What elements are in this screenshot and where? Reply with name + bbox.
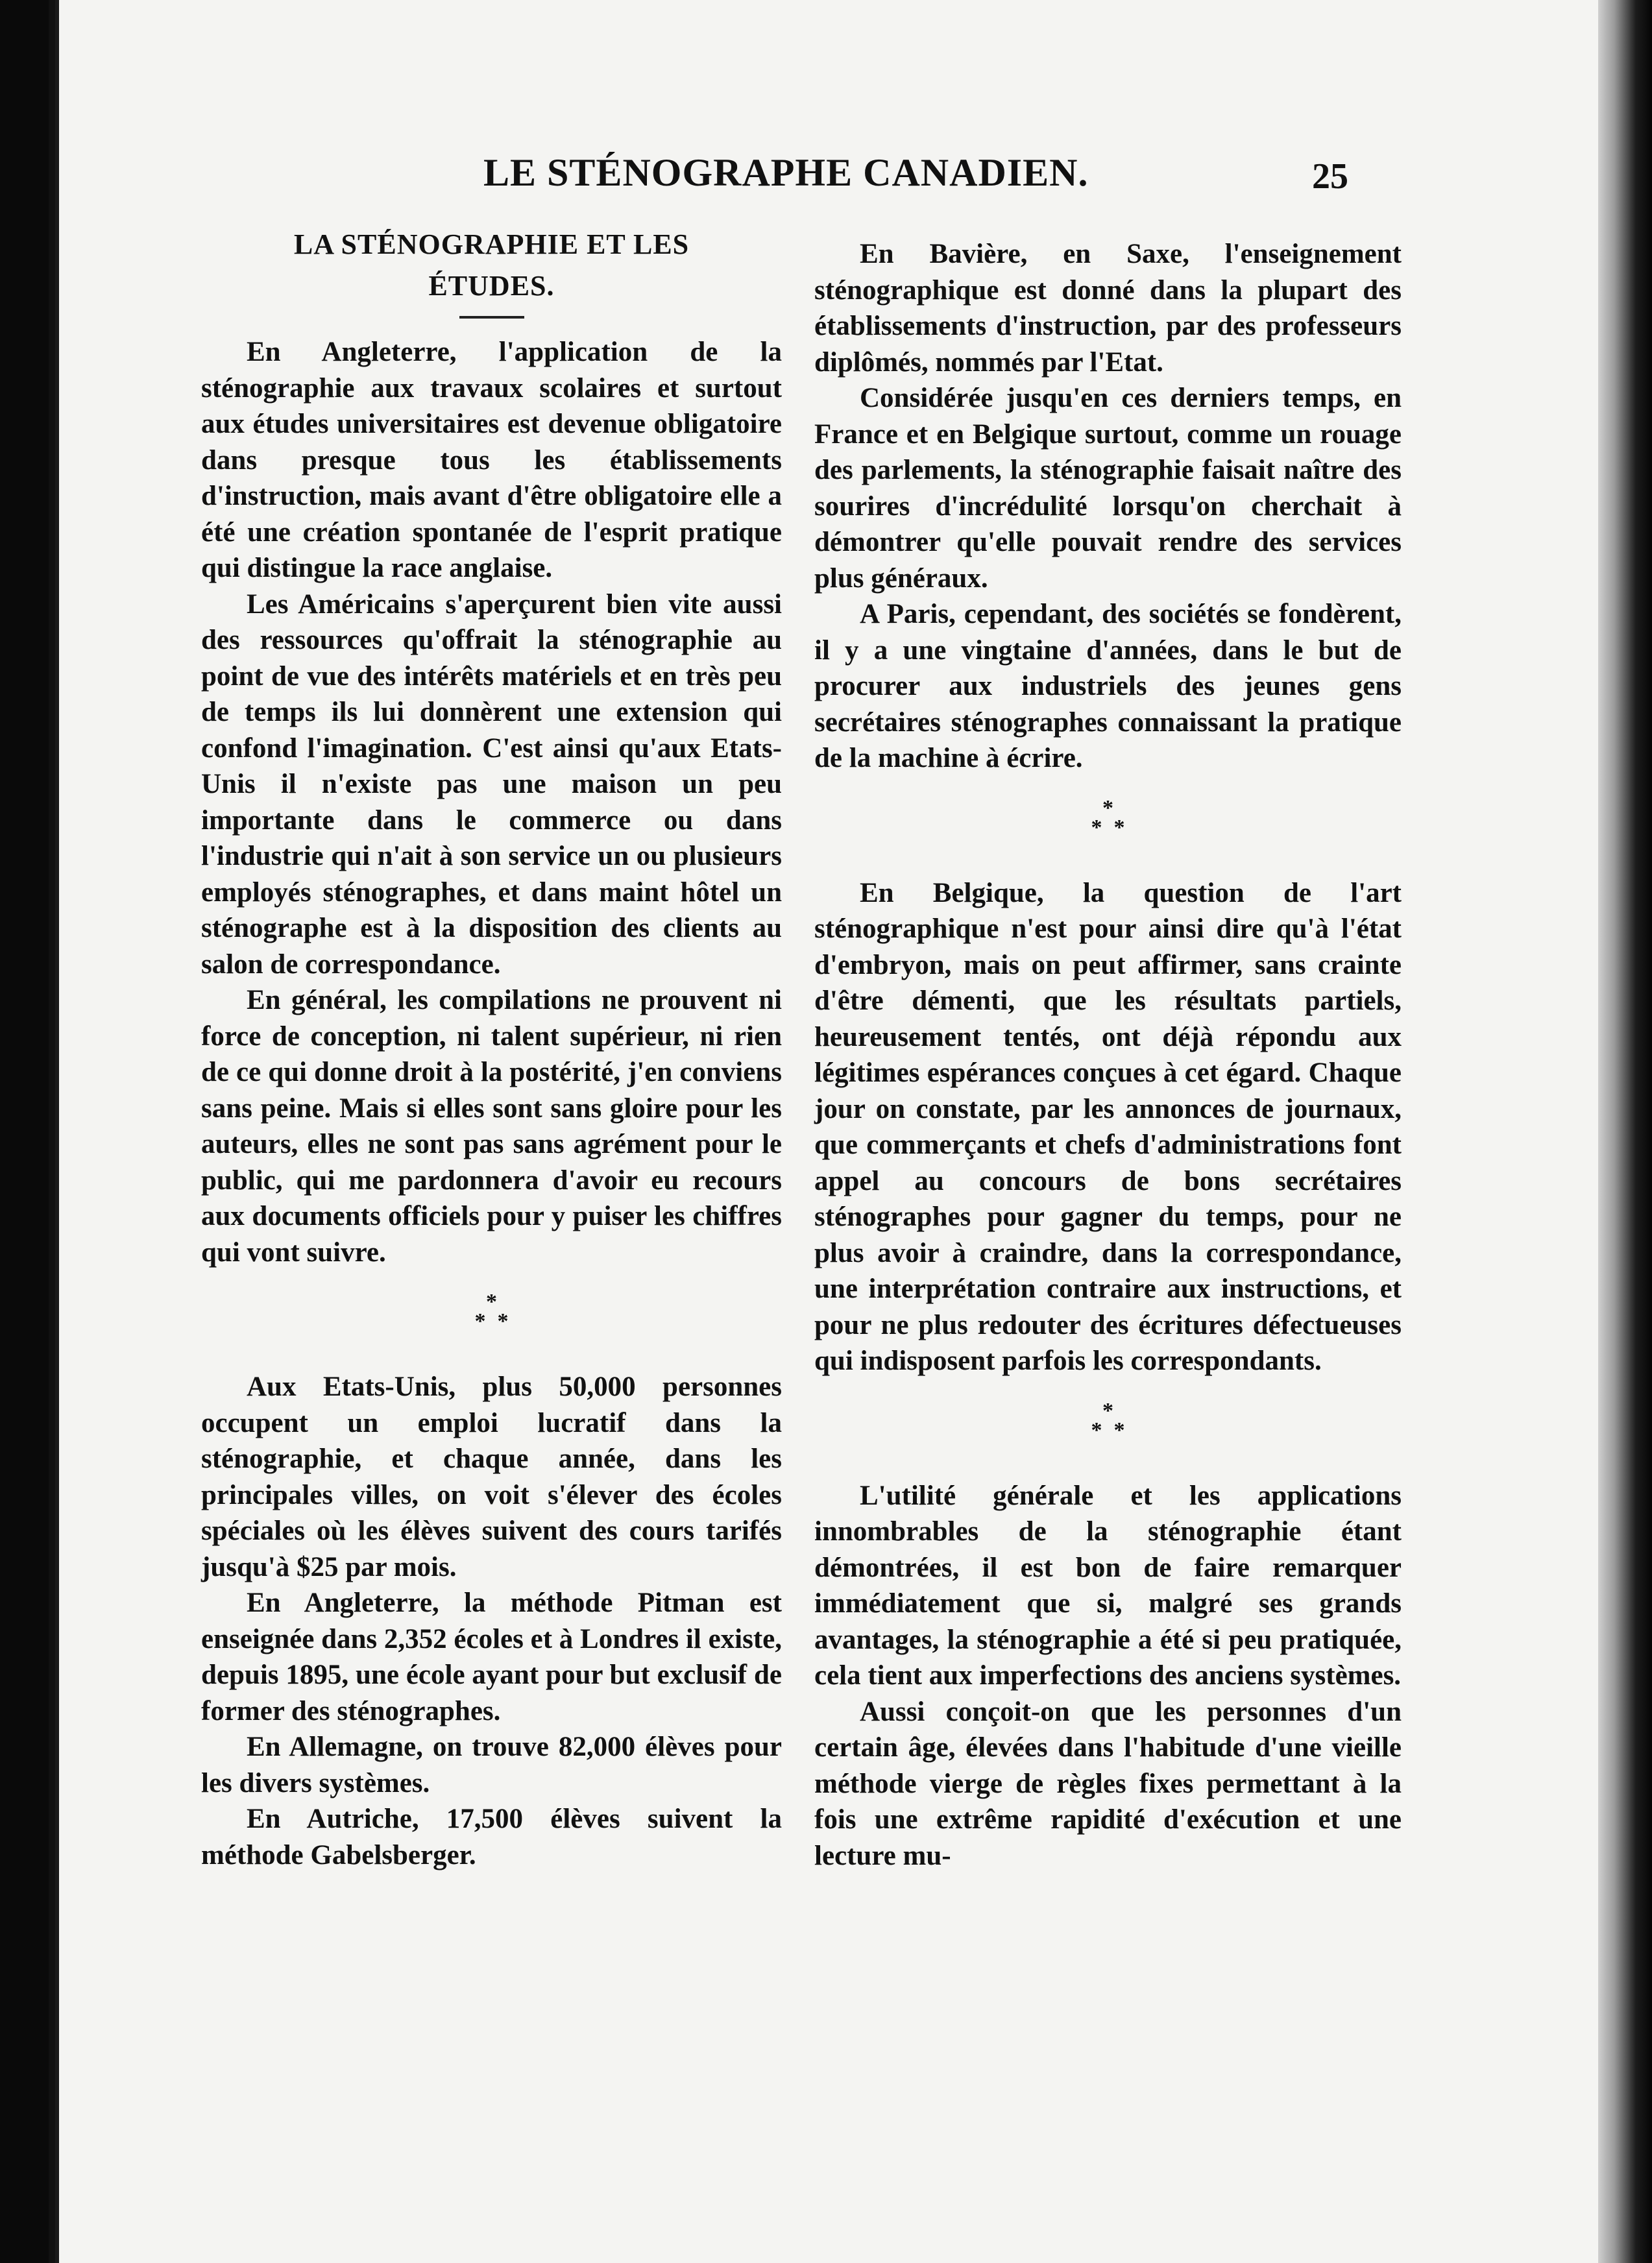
paragraph: Aux Etats-Unis, plus 50,000 personnes occupent un emploi lucratif dans la sténographie, et chaque année, dans les principales villes, on voit s'élever des écoles spéciales où les élèves suivent des cours tarifés jusqu'à $25 par mois. <box>201 1372 782 1582</box>
scan-right-edge <box>1598 0 1652 2263</box>
paragraph: En Angleterre, la méthode Pitman est enseignée dans 2,352 écoles et à Londres il existe, depuis 1895, une école ayant pour but exclusif de former des sténographes. <box>201 1588 782 1726</box>
paragraph: En Angleterre, l'application de la sténographie aux travaux scolaires et surtout aux études universitaires est devenue obligatoire dans presque tous les établissements d'instruction, mais avant d'être obligatoire elle a été une création spontanée de l'esprit pratique qui distingue la race anglaise. <box>201 337 782 583</box>
asterism-top: * <box>1102 795 1113 820</box>
paragraph: L'utilité générale et les applications innombrables de la sténographie étant démontrées, il est bon de faire remarquer immédiatement que si, malgré ses grands avantages, la sténographie a été si peu pratiquée, cela tient aux imperfections des anciens systèmes. <box>814 1480 1402 1691</box>
paragraph: Considérée jusqu'en ces derniers temps, en France et en Belgique surtout, comme un rouage des parlements, la sténographie faisait naître des sourires d'incrédulité lorsqu'on cherchait à démontrer qu'elle pouvait rendre des services plus généraux. <box>814 383 1402 594</box>
paragraph: Aussi conçoit-on que les personnes d'un certain âge, élevées dans l'habitude d'une vieille méthode vierge de règles fixes permettant à la fois une extrême rapidité d'exécution et une lecture mu- <box>814 1696 1402 1871</box>
right-column <box>814 236 1402 1874</box>
paragraph: En Autriche, 17,500 élèves suivent la méthode Gabelsberger. <box>201 1804 782 1870</box>
asterism-separator <box>201 1292 782 1331</box>
asterism-top: * <box>486 1290 497 1314</box>
asterism-separator <box>814 1398 1402 1442</box>
running-title: LE STÉNOGRAPHE CANADIEN. <box>483 151 1089 194</box>
page-number: 25 <box>1312 156 1348 197</box>
paragraph: A Paris, cependant, des sociétés se fondèrent, il y a une vingtaine d'années, dans le but de procurer aux industriels des jeunes gens secrétaires sténographes connaissant la pratique de la machine à écrire. <box>814 599 1402 773</box>
paragraph: En Bavière, en Saxe, l'enseignement sténographique est donné dans la plupart des établissements d'instruction, par des professeurs diplômés, nommés par l'Etat. <box>814 239 1402 378</box>
asterism-top: * <box>1102 1398 1113 1423</box>
asterism-bottom: ** <box>1091 815 1137 840</box>
asterism-bottom: ** <box>1091 1418 1137 1442</box>
title-rule <box>459 316 524 319</box>
left-column <box>201 224 782 1873</box>
article-title-line1: LA STÉNOGRAPHIE ET LES <box>293 228 690 260</box>
paragraph: Les Américains s'aperçurent bien vite aussi des ressources qu'offrait la sténographie au point de vue des intérêts matériels et en très peu de temps ils lui donnèrent une extension qui confond l'imagination. C'est ainsi qu'aux Etats-Unis il n'existe pas une maison un peu importante dans le commerce ou dans l'industrie qui n'ait à son service un ou plusieurs employés sténographes, et dans maint hôtel un sténographe est à la disposition des clients au salon de correspondance. <box>201 588 782 980</box>
paragraph: En Allemagne, on trouve 82,000 élèves pour les divers systèmes. <box>201 1732 782 1798</box>
asterism-separator <box>814 795 1402 840</box>
article-title <box>201 224 782 307</box>
article-title-line2: ÉTUDES. <box>428 270 555 302</box>
paragraph: En général, les compilations ne prouvent ni force de conception, ni talent supérieur, ni rien de ce qui donne droit à la postérité, j'en conviens sans peine. Mais si elles sont sans gloire pour les auteurs, elles ne sont pas sans agrément pour le public, qui me pardonnera d'avoir eu recours aux documents officiels pour y puiser les chiffres qui vont suivre. <box>201 985 782 1268</box>
paragraph: En Belgique, la question de l'art sténographique n'est pour ainsi dire qu'à l'état d'embryon, mais on peut affirmer, sans crainte d'être démenti, que les résultats partiels, heureusement tentés, ont déjà répondu aux légitimes espérances conçues à cet égard. Chaque jour on constate, par les annonces de journaux, que commerçants et chefs d'administrations font appel au concours de bons secrétaires sténographes pour gagner du temps, pour ne plus avoir à craindre, dans la correspondance, une interprétation contraire aux instructions, et pour ne plus redouter des écritures défectueuses qui indisposent parfois les correspondants. <box>814 877 1402 1376</box>
asterism-bottom: ** <box>474 1309 520 1333</box>
